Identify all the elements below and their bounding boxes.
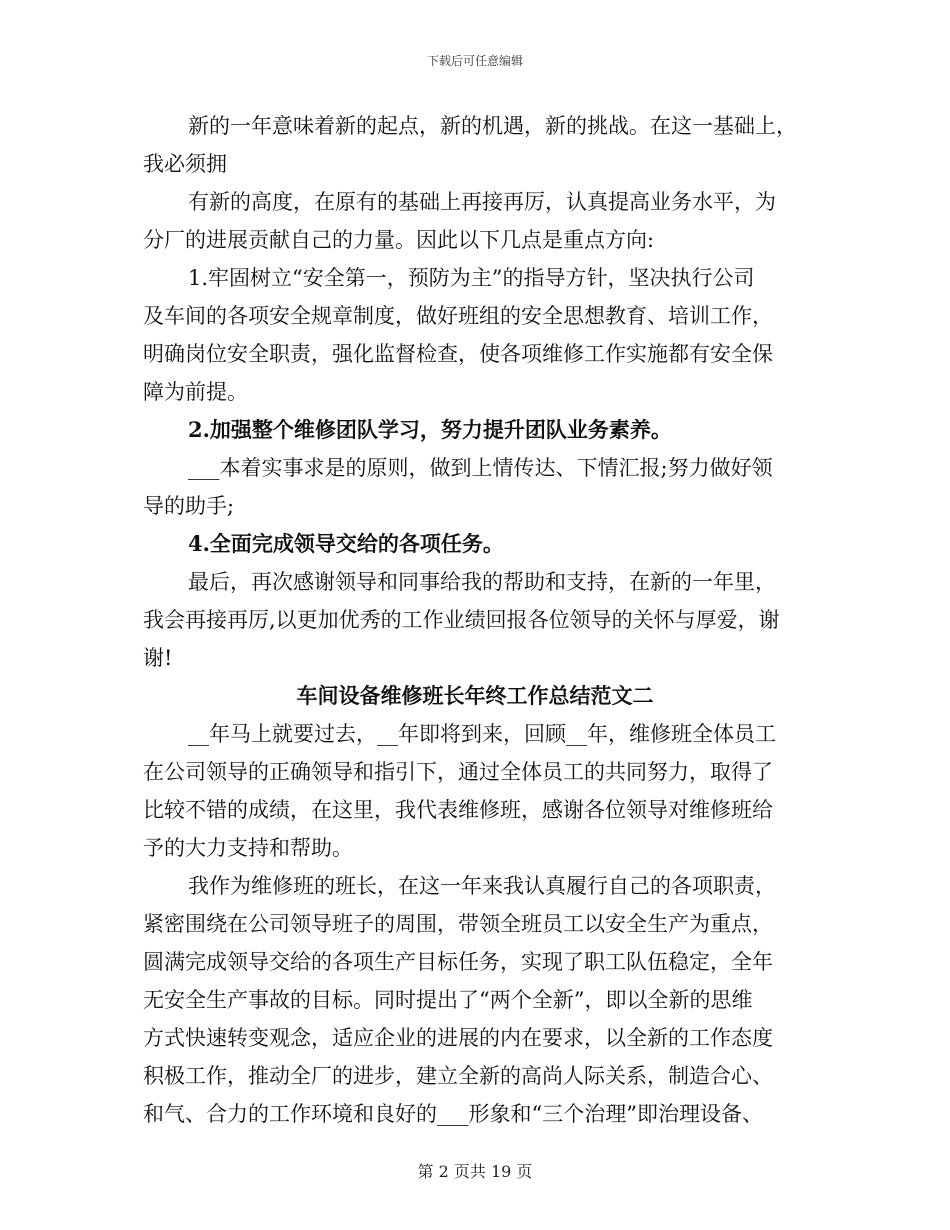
paragraph-line: __年马上就要过去，__年即将到来，回顾__年，维修班全体员工 (188, 722, 776, 746)
paragraph-line: 明确岗位安全职责，强化监督检查，使各项维修工作实施都有安全保 (143, 342, 773, 366)
section-heading: 车间设备维修班长年终工作总结范文二 (296, 683, 654, 708)
paragraph-line: 比较不错的成绩，在这里，我代表维修班，感谢各位领导对维修班给 (143, 798, 773, 822)
paragraph-line: 和气、合力的工作环境和良好的___形象和“三个治理”即治理设备、 (143, 1102, 763, 1126)
paragraph-line: 新的一年意味着新的起点，新的机遇，新的挑战。在这一基础上， (188, 114, 797, 138)
paragraph-line: 无安全生产事故的目标。同时提出了“两个全新”，即以全新的思维 (143, 988, 753, 1012)
paragraph-line: 积极工作，推动全厂的进步，建立全新的高尚人际关系，制造合心、 (143, 1064, 773, 1088)
paragraph-line: ___本着实事求是的原则，做到上情传达、下情汇报;努力做好领 (188, 456, 773, 480)
paragraph-line: 予的大力支持和帮助。 (143, 836, 353, 860)
paragraph-line: 导的助手; (143, 494, 235, 518)
paragraph-line: 在公司领导的正确领导和指引下，通过全体员工的共同努力，取得了 (143, 760, 773, 784)
paragraph-line: 谢! (143, 646, 173, 670)
paragraph-line: 我必须拥 (143, 152, 227, 176)
page-footer: 第 2 页共 19 页 (417, 1162, 533, 1181)
paragraph-line: 最后，再次感谢领导和同事给我的帮助和支持，在新的一年里， (188, 570, 776, 594)
paragraph-line: 有新的高度，在原有的基础上再接再厉，认真提高业务水平，为 (188, 190, 776, 214)
bold-list-item: 4.全面完成领导交给的各项任务。 (188, 531, 504, 556)
paragraph-line: 障为前提。 (143, 380, 248, 404)
paragraph-line: 方式快速转变观念，适应企业的进展的内在要求，以全新的工作态度 (143, 1026, 773, 1050)
paragraph-line: 紧密围绕在公司领导班子的周围，带领全班员工以安全生产为重点， (143, 912, 773, 936)
page-header: 下载后可任意编辑 (426, 54, 523, 68)
paragraph-line: 我作为维修班的班长，在这一年来我认真履行自己的各项职责， (188, 874, 776, 898)
paragraph-line: 我会再接再厉,以更加优秀的工作业绩回报各位领导的关怀与厚爱，谢 (143, 608, 780, 632)
paragraph-line: 及车间的各项安全规章制度，做好班组的安全思想教育、培训工作， (143, 304, 773, 328)
bold-list-item: 2.加强整个维修团队学习，努力提升团队业务素养。 (188, 417, 672, 442)
paragraph-line: 分厂的进展贡献自己的力量。因此以下几点是重点方向: (143, 228, 655, 252)
paragraph-line: 圆满完成领导交给的各项生产目标任务，实现了职工队伍稳定，全年 (143, 950, 773, 974)
list-item: 1.牢固树立“安全第一，预防为主”的指导方针，坚决执行公司 (188, 266, 755, 290)
